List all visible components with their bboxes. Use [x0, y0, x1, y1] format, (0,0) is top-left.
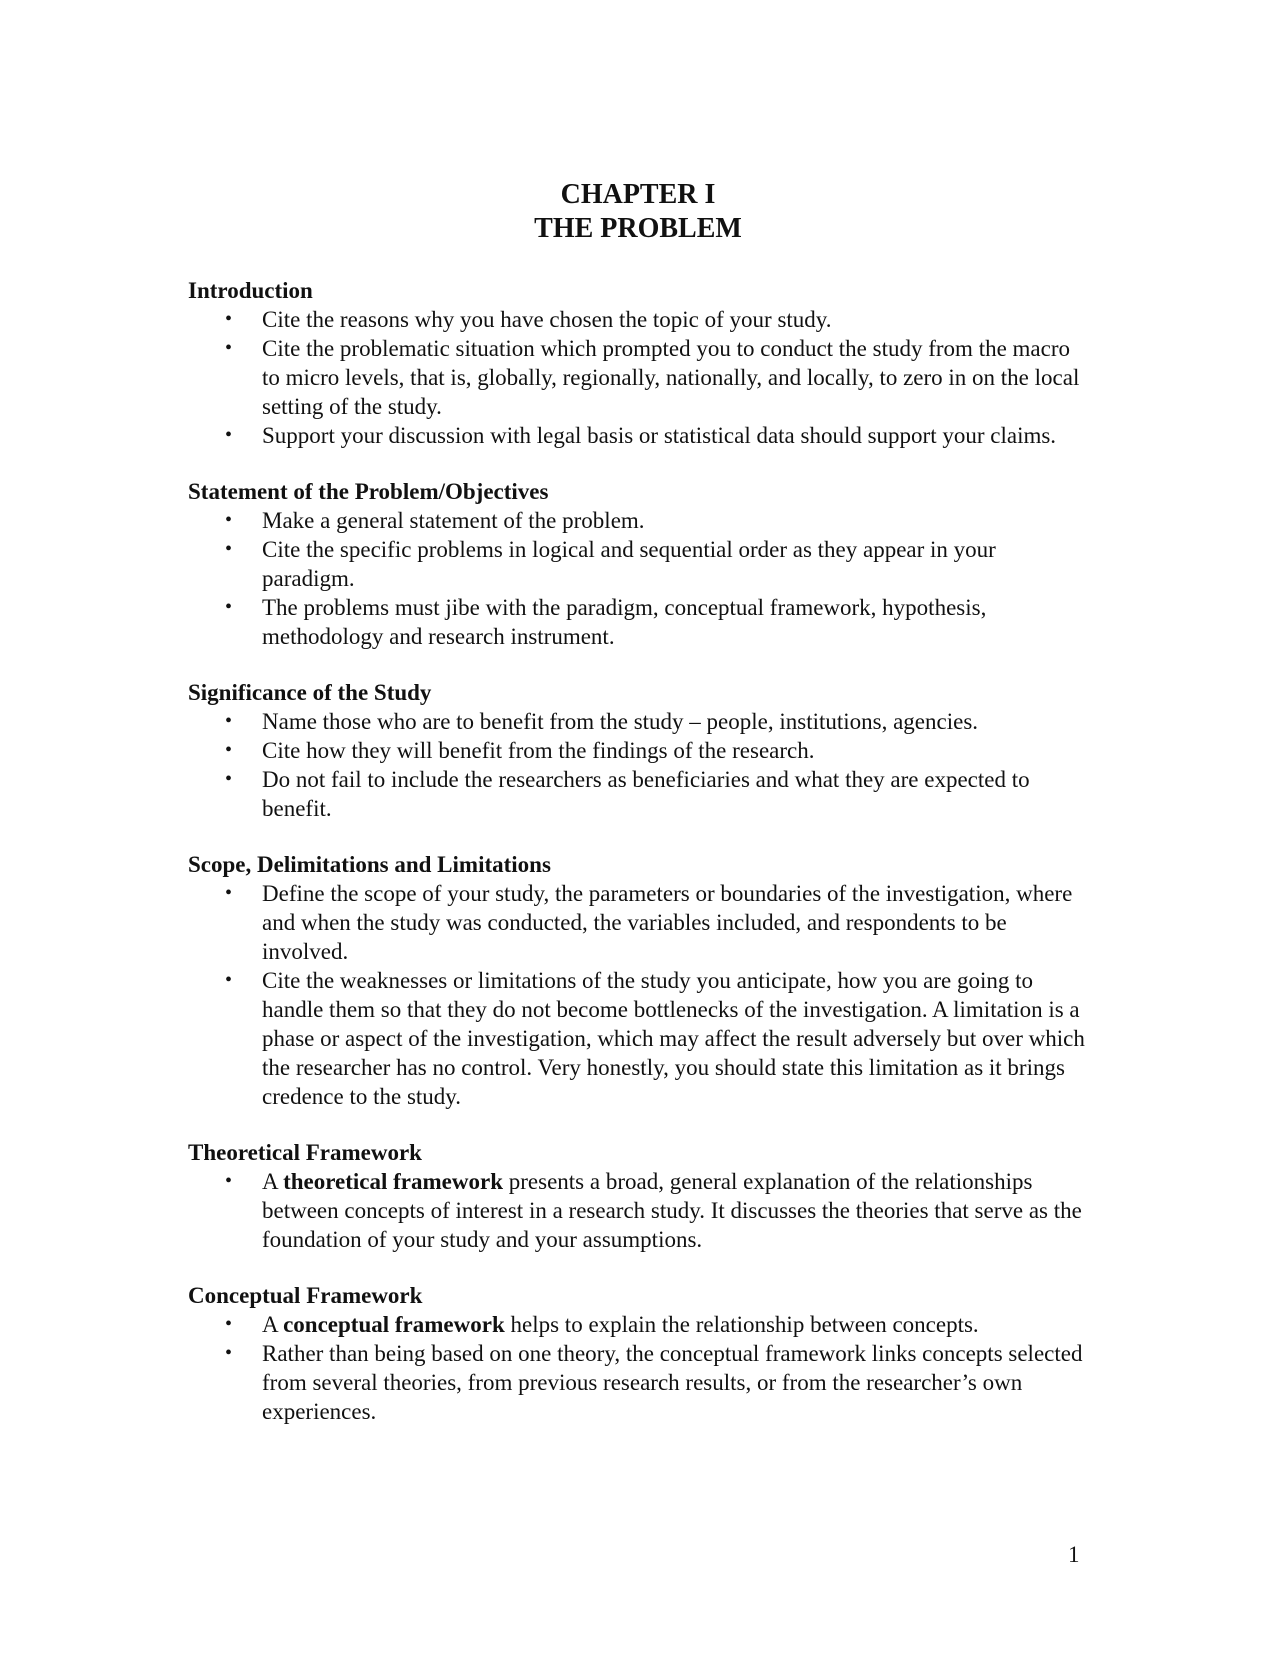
list-item — [188, 1339, 1088, 1426]
chapter-title: THE PROBLEM — [534, 213, 742, 244]
bullet-list — [188, 879, 1088, 1111]
list-item-text: Cite how they will benefit from the findings of the research. — [262, 738, 815, 763]
bullet-icon: • — [225, 509, 233, 531]
bullet-list — [188, 1167, 1088, 1254]
section-scope — [188, 850, 1088, 1111]
list-item-text: Do not fail to include the researchers as beneficiaries and what they are expected to benefit. — [262, 767, 1030, 821]
chapter-number: CHAPTER I — [560, 179, 716, 210]
list-item-prefix: A — [262, 1169, 284, 1194]
list-item — [188, 535, 1088, 593]
list-item — [188, 421, 1088, 450]
section-statement-of-problem — [188, 477, 1088, 651]
bullet-icon: • — [225, 596, 233, 618]
bullet-icon: • — [225, 538, 233, 560]
bullet-list — [188, 1310, 1088, 1426]
document-page — [188, 178, 1088, 1426]
bullet-icon: • — [225, 337, 233, 359]
list-item — [188, 305, 1088, 334]
bullet-icon: • — [225, 1170, 233, 1192]
bullet-icon: • — [225, 768, 233, 790]
bullet-icon: • — [225, 969, 233, 991]
list-item-text: Name those who are to benefit from the study – people, institutions, agencies. — [262, 709, 979, 734]
section-conceptual-framework — [188, 1281, 1088, 1426]
bullet-list — [188, 305, 1088, 450]
list-item — [188, 736, 1088, 765]
bullet-icon: • — [225, 739, 233, 761]
list-item — [188, 879, 1088, 966]
list-item — [188, 506, 1088, 535]
list-item-text: presents a broad, general explanation of the relationships between concepts of interest in a research study. It discusses the theories that serve as the foundation of your study and your assumptions. — [262, 1169, 1082, 1252]
list-item-text: helps to explain the relationship between concepts. — [504, 1312, 979, 1337]
section-heading: Significance of the Study — [188, 680, 432, 705]
section-heading: Introduction — [188, 278, 313, 303]
list-item-text: Cite the reasons why you have chosen the topic of your study. — [262, 307, 832, 332]
list-item-text: Support your discussion with legal basis or statistical data should support your claims. — [262, 423, 1057, 448]
list-item — [188, 765, 1088, 823]
section-significance — [188, 678, 1088, 823]
section-heading: Theoretical Framework — [188, 1140, 422, 1165]
list-item-text: Cite the specific problems in logical and sequential order as they appear in your paradigm. — [262, 537, 996, 591]
bullet-icon: • — [225, 1313, 233, 1335]
bullet-list — [188, 506, 1088, 651]
key-term: conceptual framework — [283, 1312, 505, 1337]
list-item-text: Rather than being based on one theory, the conceptual framework links concepts selected from several theories, from previous research results, or from the researcher’s own experiences. — [262, 1341, 1083, 1424]
list-item-text: Cite the weaknesses or limitations of the study you anticipate, how you are going to handle them so that they do not become bottlenecks of the investigation. A limitation is a phase or aspect of the investigation, which may affect the result adversely but over which the researcher has no control. Very honestly, you should state this limitation as it brings credence to the study. — [262, 968, 1085, 1109]
bullet-icon: • — [225, 710, 233, 732]
page-number: 1 — [1068, 1542, 1080, 1567]
bullet-list — [188, 707, 1088, 823]
list-item — [188, 1310, 1088, 1339]
list-item-prefix: A — [262, 1312, 284, 1337]
list-item-text: Make a general statement of the problem. — [262, 508, 645, 533]
section-heading: Scope, Delimitations and Limitations — [188, 852, 551, 877]
list-item-text: Define the scope of your study, the parameters or boundaries of the investigation, where and when the study was conducted, the variables included, and respondents to be involved. — [262, 881, 1073, 964]
bullet-icon: • — [225, 882, 233, 904]
list-item — [188, 593, 1088, 651]
list-item-text: The problems must jibe with the paradigm, conceptual framework, hypothesis, methodology and research instrument. — [262, 595, 987, 649]
list-item-text: Cite the problematic situation which prompted you to conduct the study from the macro to micro levels, that is, globally, regionally, nationally, and locally, to zero in on the local setting of the study. — [262, 336, 1080, 419]
section-theoretical-framework — [188, 1138, 1088, 1254]
bullet-icon: • — [225, 308, 233, 330]
section-introduction — [188, 276, 1088, 450]
list-item — [188, 334, 1088, 421]
bullet-icon: • — [225, 1342, 233, 1364]
list-item — [188, 1167, 1088, 1254]
list-item — [188, 707, 1088, 736]
bullet-icon: • — [225, 424, 233, 446]
section-heading: Conceptual Framework — [188, 1283, 423, 1308]
list-item — [188, 966, 1088, 1111]
section-heading: Statement of the Problem/Objectives — [188, 479, 549, 504]
key-term: theoretical framework — [283, 1169, 503, 1194]
